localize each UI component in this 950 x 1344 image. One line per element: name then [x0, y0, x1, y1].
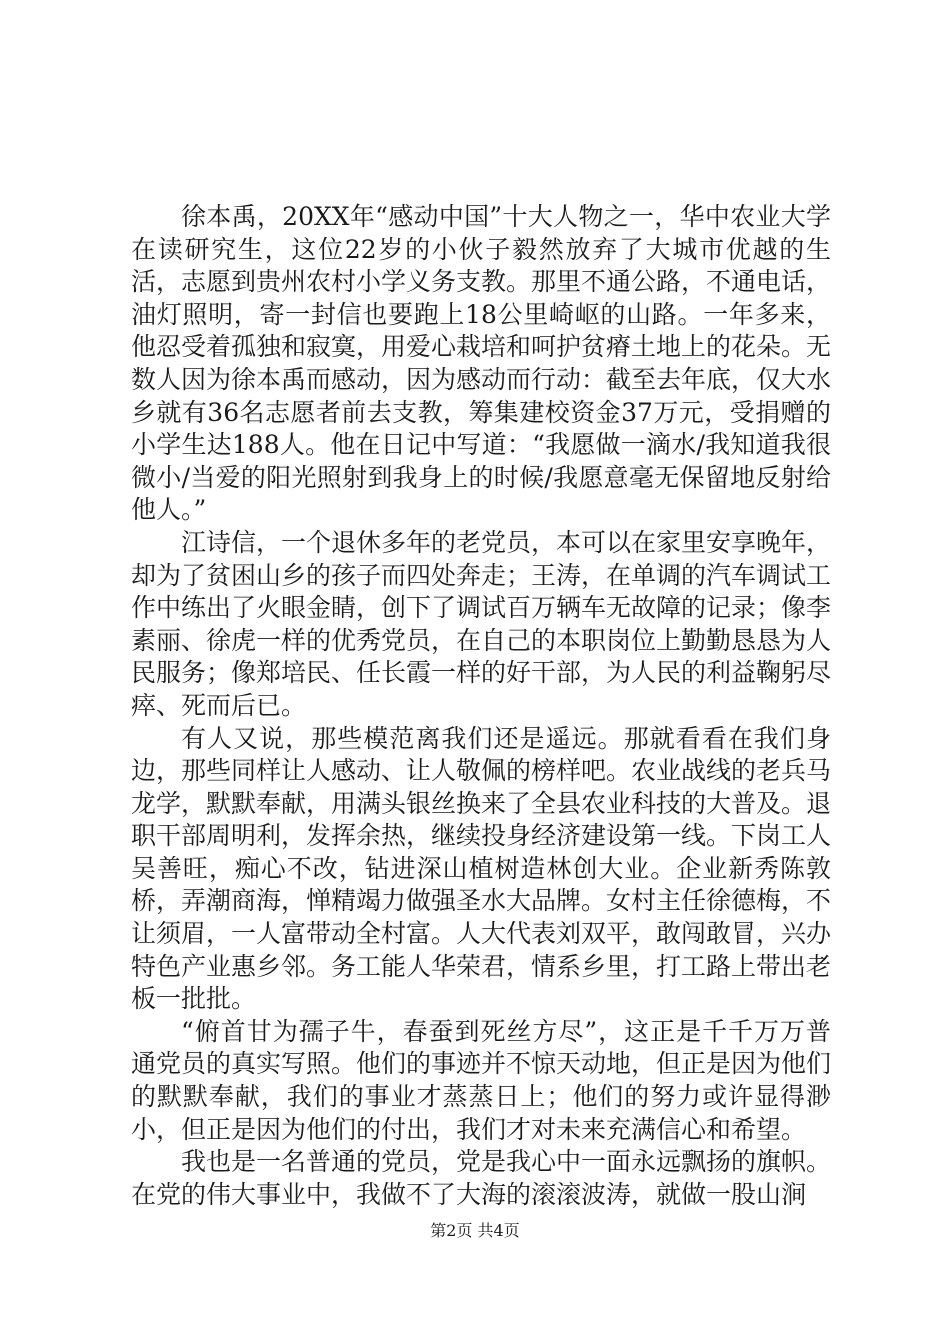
paragraph-xu-benyu: 徐本禹，20XX年“感动中国”十大人物之一，华中农业大学在读研究生，这位22岁的小伙子毅然放弃了大城市优越的生活，志愿到贵州农村小学义务支教。那里不通公路，不通电话，油灯照明，寄一封信也要跑上18公里崎岖的山路。一年多来，他忍受着孤独和寂寞，用爱心栽培和呵护贫瘠土地上的花朵。无数人因为徐本禹而感动，因为感动而行动：截至去年底，仅大水乡就有36名志愿者前去支教，筹集建校资金37万元，受捐赠的小学生达188人。他在日记中写道：“我愿做一滴水/我知道我很微小/当爱的阳光照射到我身上的时候/我愿意毫无保留地反射给他人。” [131, 202, 832, 525]
paragraph-local-models: 有人又说，那些模范离我们还是遥远。那就看看在我们身边，那些同样让人感动、让人敬佩的榜样吧。农业战线的老兵马龙学，默默奉献，用满头银丝换来了全县农业科技的大普及。退职干部周明利，发挥余热，继续投身经济建设第一线。下岗工人吴善旺，痴心不改，钻进深山植树造林创大业。企业新秀陈敦桥，弄潮商海，惮精竭力做强圣水大品牌。女村主任徐德梅，不让须眉，一人富带动全村富。人大代表刘双平，敢闯敢冒，兴办特色产业惠乡邻。务工能人华荣君，情系乡里，打工路上带出老板一批批。 [131, 723, 832, 1014]
paragraph-ordinary-members: “俯首甘为孺子牛，春蚕到死丝方尽”，这正是千千万万普通党员的真实写照。他们的事迹并不惊天动地，但正是因为他们的默默奉献，我们的事业才蒸蒸日上；他们的努力或许显得渺小，但正是因为他们的付出，我们才对未来充满信心和希望。 [131, 1016, 832, 1144]
page-footer: 第2页 共4页 [430, 1221, 520, 1240]
paragraph-personal-pledge: 我也是一名普通的党员，党是我心中一面永远飘扬的旗帜。在党的伟大事业中，我做不了大海的滚滚波涛，就做一股山涧 [131, 1147, 832, 1209]
paragraph-jiang-shixin: 江诗信，一个退休多年的老党员，本可以在家里安享晚年，却为了贫困山乡的孩子而四处奔走；王涛，在单调的汽车调试工作中练出了火眼金睛，创下了调试百万辆车无故障的记录；像李素丽、徐虎一样的优秀党员，在自己的本职岗位上勤勤恳恳为人民服务；像郑培民、任长霞一样的好干部，为人民的利益鞠躬尽瘁、死而后已。 [131, 527, 832, 720]
body-text [131, 201, 831, 1211]
